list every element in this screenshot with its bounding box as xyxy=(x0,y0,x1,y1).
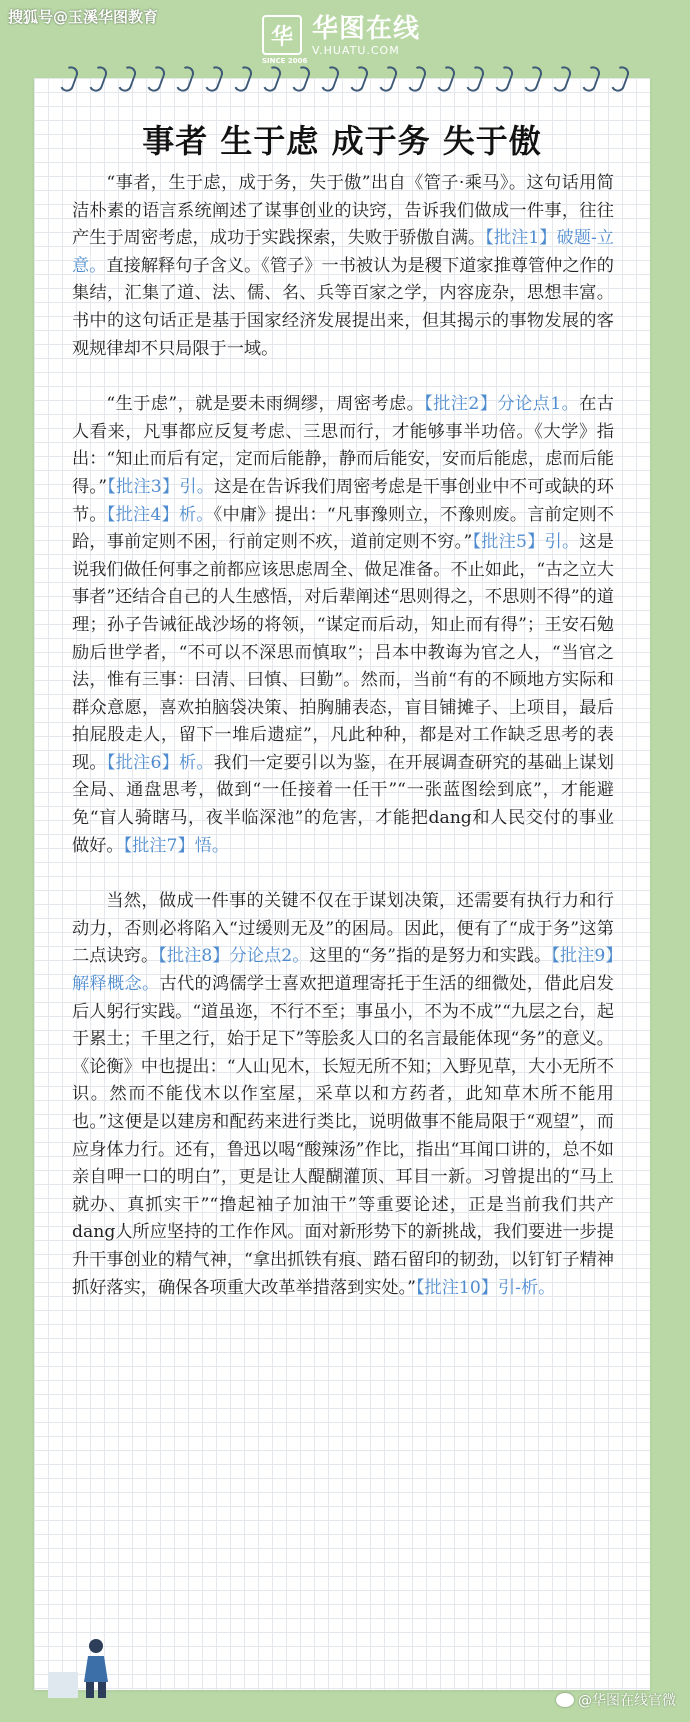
annotation-note: 【批注5】引。 xyxy=(472,532,580,553)
binder-ring-icon xyxy=(435,64,457,93)
logo-since: SINCE 2006 xyxy=(262,57,308,65)
body-text: “生于虑”，就是要未雨绸缪，周密考虑。 xyxy=(106,394,425,415)
body-text: 《中庸》提出：“凡事豫则立，不豫则废。言前定则不跲，事前定则不困，行前定则不疚，道前定则不穷。” xyxy=(72,504,614,553)
annotation-note: 【批注9】解释概念。 xyxy=(72,946,614,995)
body-text: 我们一定要引以为鉴，在开展调查研究的基础上谋划全局、通盘思考，做到“一任接着一任干”“一张蓝图绘到底”，才能避免“盲人骑瞎马，夜半临深池”的危害，才能把dang和人民交付的事业做好。 xyxy=(72,752,614,856)
body-text: 古代的鸿儒学士喜欢把道理寄托于生活的细微处，借此启发后人躬行实践。“道虽迩，不行不至；事虽小，不为不成”“九层之台，起于累土；千里之行，始于足下”等脍炙人口的名言最能体现“务”的意义。《论衡》中也提出：“人山见木，长短无所不知；入野见草，大小无所不识。然而不能伐木以作室屋，采草以和方药者，此知草木所不能用也。”这便是以建房和配药来进行类比，说明做事不能局限于“观望”，而应身体力行。还有，鲁迅以喝“酸辣汤”作比，指出“耳闻口讲的，总不如亲自呷一口的明白”，更是让人醍醐灌顶、耳目一新。习曾提出的“马上就办、真抓实干”“撸起袖子加油干”等重要论述，正是当前我们共产dang人所应坚持的工作作风。面对新形势下的新挑战，我们要进一步提升干事创业的精气神，“拿出抓铁有痕、踏石留印的韧劲，以钉钉子精神抓好落实，确保各项重大改革举措落到实处。” xyxy=(72,974,614,1298)
body-text: 当然，做成一件事的关键不仅在于谋划决策，还需要有执行力和行动力，否则必将陷入“过缓则无及”的困局。因此，便有了“成于务”这第二点诀窍。 xyxy=(72,891,614,967)
footer-watermark-text: @华图在线官微 xyxy=(578,1693,676,1709)
paragraph xyxy=(72,888,614,1302)
binder-rings xyxy=(62,66,632,96)
annotation-note: 【批注8】分论点2。 xyxy=(158,946,310,967)
binder-ring-icon xyxy=(493,64,515,93)
article-title: 事者 生于虑 成于务 失于傲 xyxy=(142,122,542,160)
binder-ring-icon xyxy=(551,64,573,93)
footer-watermark xyxy=(556,1690,676,1710)
brand-url: V.HUATU.COM xyxy=(312,43,400,57)
binder-ring-icon xyxy=(261,64,283,93)
logo-glyph: 华 xyxy=(270,24,293,50)
binder-ring-icon xyxy=(406,64,428,93)
annotation-note: 【批注1】破题-立意。 xyxy=(72,228,614,276)
brand-name: 华图在线 xyxy=(312,13,421,44)
binder-ring-icon xyxy=(464,64,486,93)
body-text: “事者，生于虑，成于务，失于傲”出自《管子·乘马》。这句话用简洁朴素的语言系统阐述了谋事创业的诀窍，告诉我们做成一件事，往往产生于周密考虑，成功于实践探索，失败于骄傲自满。 xyxy=(72,173,614,249)
weibo-icon xyxy=(556,1693,574,1707)
watermark-top: 搜狐号@玉溪华图教育 xyxy=(8,8,159,26)
annotation-note: 【批注6】析。 xyxy=(106,752,214,773)
binder-ring-icon xyxy=(377,64,399,93)
binder-ring-icon xyxy=(203,64,225,93)
binder-ring-icon xyxy=(319,64,341,93)
body-text: 在古人看来，凡事都应反复考虑、三思而行，才能够事半功倍。《大学》指出：“知止而后有定，定而后能静，静而后能安，安而后能虑，虑而后能得。” xyxy=(72,394,614,497)
annotation-note: 【批注4】析。 xyxy=(106,504,214,525)
body-text: 这是在告诉我们周密考虑是干事创业中不可或缺的环节。 xyxy=(72,476,614,525)
annotation-note: 【批注10】引-析。 xyxy=(415,1277,556,1298)
binder-ring-icon xyxy=(522,64,544,93)
article-body xyxy=(72,170,614,1330)
body-text: 这是说我们做任何事之前都应该思虑周全、做足准备。不止如此，“古之立大事者”还结合自己的人生感悟，对后辈阐述“思则得之，不思则不得”的道理；孙子告诫征战沙场的将领，“谋定而后动，知止而有得”；王安石勉励后世学者，“不可以不深思而慎取”；吕本中教诲为官之人，“当官之法，惟有三事：曰清、曰慎、曰勤”。然而，当前“有的不顾地方实际和群众意愿，喜欢拍脑袋决策、拍胸脯表态，盲目铺摊子、上项目，最后拍屁股走人，留下一堆后遗症”，凡此种种，都是对工作缺乏思考的表现。 xyxy=(72,532,614,773)
paragraph xyxy=(72,391,614,860)
binder-ring-icon xyxy=(174,64,196,93)
huatu-logo-icon xyxy=(262,15,308,65)
binder-ring-icon xyxy=(290,64,312,93)
binder-ring-icon xyxy=(87,64,109,93)
binder-ring-icon xyxy=(348,64,370,93)
annotation-note: 【批注3】引。 xyxy=(106,476,215,497)
person-illustration-icon xyxy=(48,1632,128,1702)
body-text: 这里的“务”指的是努力和实践。 xyxy=(309,946,552,967)
annotation-note: 【批注7】悟。 xyxy=(123,835,230,856)
notebook-paper xyxy=(34,78,650,1690)
binder-ring-icon xyxy=(580,64,602,93)
binder-ring-icon xyxy=(145,64,167,93)
body-text: 直接解释句子含义。《管子》一书被认为是稷下道家推尊管仲之作的集结，汇集了道、法、儒、名、兵等百家之学，内容庞杂，思想丰富。书中的这句话正是基于国家经济发展提出来，但其揭示的事物发展的客观规律却不只局限于一域。 xyxy=(72,255,614,359)
paragraph xyxy=(72,170,614,363)
binder-ring-icon xyxy=(116,64,138,93)
brand-logo xyxy=(262,10,421,65)
annotation-note: 【批注2】分论点1。 xyxy=(424,394,580,415)
binder-ring-icon xyxy=(58,64,80,93)
binder-ring-icon xyxy=(609,64,631,93)
binder-ring-icon xyxy=(232,64,254,93)
